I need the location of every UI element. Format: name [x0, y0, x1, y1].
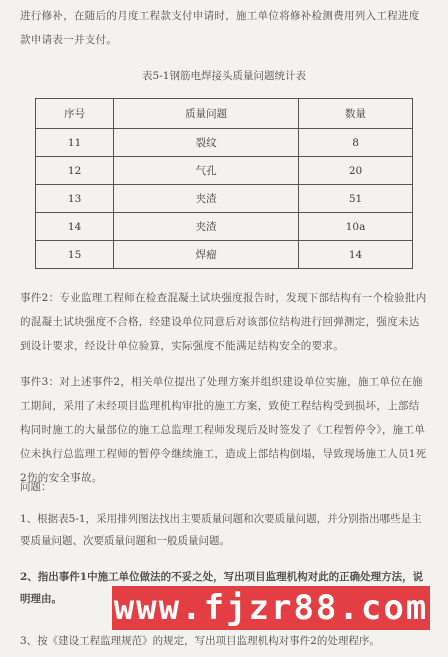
event-3-paragraph: 事件3：对上述事件2，相关单位提出了处理方案并组织建设单位实施，施工单位在施工期间，采用了未经项目监理机构审批的施工方案，致使工程结构受到损坏，上部结构同时施工的大量部位的施工总监理工程师发现后及时签发了《工程暂停令》，施工单位未执行总监理工程师的暂停令继续施工，造成上部结构倒塌，导致现场施工人员1死2伤的安全事故。: [20, 376, 427, 484]
cell-count: 20: [299, 157, 413, 185]
header-seq: 序号: [36, 99, 114, 129]
cell-issue: 气孔: [114, 157, 299, 185]
cell-issue: 焊瘤: [114, 241, 299, 269]
question-3: 3、按《建设工程监理规范》的规定，写出项目监理机构对事件2的处理程序。: [20, 635, 380, 647]
cell-count: 14: [299, 241, 413, 269]
cell-issue: 夹渣: [114, 185, 299, 213]
cell-seq: 12: [36, 157, 114, 185]
question-2: 2、指出事件1中施工单位做法的不妥之处，写出项目监理机构对此的正确处理方法，说明理由。: [20, 571, 424, 605]
watermark-text: www.fjzr88.com: [113, 588, 429, 628]
table-row: [36, 157, 413, 185]
table-caption: 表5-1钢筋电焊接头质量问题统计表: [142, 70, 306, 82]
questions-label: 问题：: [20, 481, 52, 493]
cell-seq: 11: [36, 129, 114, 157]
question-1: 1、根据表5-1，采用排列图法找出主要质量问题和次要质量问题，并分别指出哪些是主要质量问题、次要质量问题和一般质量问题。: [20, 513, 422, 547]
table-row: [36, 213, 413, 241]
cell-seq: 14: [36, 213, 114, 241]
cell-seq: 15: [36, 241, 114, 269]
header-issue: 质量问题: [114, 99, 299, 129]
cell-count: 51: [299, 185, 413, 213]
defect-stats-table: [35, 98, 413, 269]
intro-paragraph: 进行修补，在随后的月度工程款支付申请时，施工单位将修补检测费用列入工程进度款申请表一并支付。: [20, 10, 420, 46]
cell-issue: 裂纹: [114, 129, 299, 157]
table-row: [36, 241, 413, 269]
table-row: [36, 185, 413, 213]
table-header-row: [36, 99, 413, 129]
table-row: [36, 129, 413, 157]
cell-issue: 夹渣: [114, 213, 299, 241]
cell-seq: 13: [36, 185, 114, 213]
cell-count: 8: [299, 129, 413, 157]
event-2-paragraph: 事件2：专业监理工程师在检查混凝土试块强度报告时，发现下部结构有一个检验批内的混凝土试块强度不合格，经建设单位同意后对该部位结构进行回弹测定，强度未达到设计要求，经设计单位验算，实际强度不能满足结构安全的要求。: [20, 292, 427, 352]
cell-count: 10a: [299, 213, 413, 241]
watermark-banner: [112, 586, 430, 630]
header-count: 数量: [299, 99, 413, 129]
